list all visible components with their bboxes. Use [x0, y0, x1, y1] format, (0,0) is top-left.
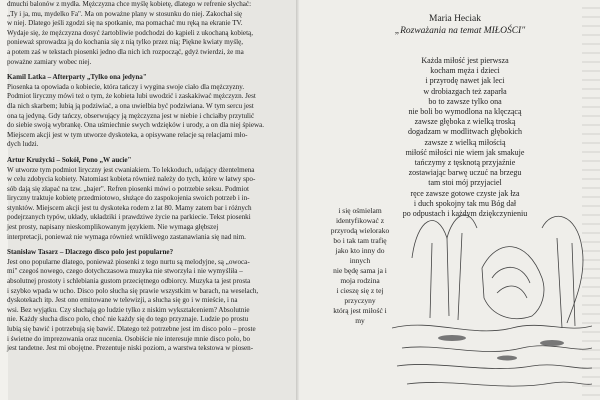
text-line: W utworze tym podmiot liryczny jest cwaniakiem. To lekkoduch, udający dżentelmena	[7, 165, 255, 174]
section-body	[7, 166, 292, 243]
text-line: podejrzanych typów, układy, układziki i prawdziwe życie na parkiecie. Tekst piosenki	[7, 213, 251, 222]
water-line	[407, 382, 592, 386]
tree-trunks-left	[430, 233, 462, 320]
poem-line: jako kto inny do	[335, 246, 385, 255]
text-line: sób dają się złapać na tzw. „bajer". Refren piosenki mówi o potrzebie seksu. Podmiot	[7, 184, 249, 193]
stone-shape	[497, 356, 517, 361]
poem-line: zawsze z wielką miłością	[424, 137, 506, 147]
poem-line: zawsze głęboka z wielką troską	[414, 117, 516, 127]
water-line	[397, 364, 592, 368]
text-line: ponieważ sprowadza ją do kochania się z nią tylko przez nią; Piękne kwiaty myślę,	[7, 38, 243, 47]
text-line: dyskotekach itp. Jest ono emitowane w telewizji, a słucha się go i w mieście, i na	[7, 296, 238, 305]
poem-line: kocham męża i dzieci	[430, 66, 500, 76]
poem-line: moja rodzina	[340, 276, 380, 285]
poem-side-stanza	[330, 206, 390, 326]
text-line: Jest ono popularne dlatego, ponieważ piosenki z tego nurtu są melodyjne, są „owoca-	[7, 257, 250, 266]
section-heading: Kamil Latka – Afterparty „Tylko ona jedyna"	[7, 73, 147, 82]
text-line: Podmiot liryczny mówi też o tym, że kobieta lubi uwodzić i zaskakiwać mężczyzn. Jest	[7, 92, 256, 101]
text-line: dmuchi balonów z mydła. Mężczyzna chce myślę kobietę, dlatego w refrenie słychać:	[7, 0, 252, 8]
text-line: „Ty i ja, mu, mydelko Fa". Ma on poważne plany w stosunku do niej. Zakochał się	[7, 9, 243, 18]
rock-detail	[492, 267, 530, 298]
poem-line: innych	[349, 256, 371, 265]
text-line: w celu zdobycia kobiety. Natomiast kobieta również należy do tych, które w łatwy spo-	[7, 175, 256, 184]
intro-paragraph	[7, 0, 292, 67]
poem-line: przyczyny	[344, 296, 376, 305]
tree-canopy-right	[542, 216, 583, 323]
poem-line: i się ośmielam	[338, 206, 382, 215]
text-line: lubią się bawić i potrzebują się bawić. Dlatego też potrzebne jest im disco polo – proste	[7, 325, 256, 333]
poem-stanza	[370, 56, 560, 219]
text-line: absolutnej prostoty i schlebiania gustom przeciętnego odbiorcy. Muzyka ta jest prosta	[7, 277, 251, 286]
tree-canopy-left	[412, 215, 477, 258]
text-line: wsi. Bez wyjątku. Czy słuchają go ludzie tylko z niskim wykształceniem? Absolutnie	[7, 305, 250, 314]
text-line: stynktów. Miejscem akcji jest tu dyskoteka rodem z lat 80. Mamy zatem bar i różnych	[7, 203, 252, 212]
text-line: dych ludzi.	[7, 140, 39, 149]
poem-line: bo i tak tam trafię	[333, 236, 387, 245]
poem-line: Każda miłość jest pierwsza	[421, 56, 509, 65]
poem-line: miłość miłości nie wiem jak smakuje	[405, 147, 525, 157]
poem-line: dogadzam w modlitwach głębokich	[408, 127, 522, 137]
poem-line: nie będę sama ja i	[333, 266, 387, 275]
poem-line: przyrodą wielorako	[330, 226, 390, 235]
poem-line: w drobiazgach też zaparła	[423, 86, 507, 96]
text-line: w niej. Dlatego jeśli zgodzi się na spotkanie, ma pomachać mu ręką na ekranie TV.	[7, 19, 243, 28]
poem-line: tańczymy z tęsknotą przyjaźnie	[414, 158, 516, 168]
section-body	[7, 83, 292, 150]
landscape-drawing	[392, 198, 592, 398]
text-line: a potem zaś w tekstach piosenki jedno dla nich ich rozpocząć, gdyż twierdzi, że ma	[7, 47, 244, 56]
text-line: Piosenka ta opowiada o kobiecie, która tańczy i wygina swoje ciało dla mężczyzny.	[7, 82, 245, 91]
poem-line: i duch spokojny tak mu Bóg dał	[413, 198, 517, 208]
poem-line: zostawiając barwę uczuć na brzegu	[408, 168, 522, 178]
poem-line: i przyrodę nawet jak leci	[425, 76, 505, 86]
text-line: jest tandetne. Jest mi obojętne. Prezentuje niski poziom, a warstwa tekstowa w piosen-	[7, 344, 254, 353]
poem-title: „Rozważania na temat MIŁOŚCI"	[394, 26, 526, 36]
poem-author: Maria Heciak	[429, 14, 481, 24]
water-line	[402, 346, 592, 352]
text-line: interpretacji, ponieważ nie wymaga również wnikliwego zastanawiania się nad nim.	[7, 232, 246, 241]
text-line: i świetne do imprezowania oraz nucenia. Osobiście nie interesuje mnie disco polo, bo	[7, 334, 251, 343]
stone-shape	[438, 335, 466, 341]
poem-line: po odpustach i każdym dziękczynieniu	[402, 209, 528, 219]
poem-line: i cieszę się z tej	[336, 286, 384, 295]
poem-line: bo to zawsze tylko ona	[428, 96, 502, 106]
rock-formation	[482, 247, 544, 319]
text-line: jest prosty, napisany nieskomplikowanym językiem. Nie wymaga głębszej	[7, 223, 219, 232]
text-line: do siebie swoją wybrankę. Ona uśmiechnie swych wdzięków i urody, a on dla niej śpiewa.	[7, 121, 265, 130]
poem-line: którą jest miłość i	[333, 306, 387, 315]
text-line: poważne zamiary wobec niej.	[7, 57, 92, 66]
section-heading: Stanisław Tasarz – Dlaczego disco polo jest popularne?	[7, 248, 174, 257]
poem-line: tam stoi mój przyjaciel	[428, 178, 502, 188]
text-line: ona tą jedyną. Gdy tańczy, obserwujący ją mężczyzna jest w niebie i chciałby przytulić	[7, 111, 255, 120]
text-line: dla nich skarbem; lubią ją podziwiać, a ona uwielbia być podziwiana. W tym sercu jest	[7, 101, 254, 110]
tree-trunks-right	[557, 238, 575, 328]
text-line: Wydaje się, że mężczyzna dosyć żartobliwie podchodzi do kąpieli z ukochaną kobietą,	[7, 28, 253, 37]
poem-line: ręce zawsze gotowe czyste jak łza	[410, 188, 520, 198]
stone-shape	[540, 340, 564, 346]
section-heading: Artur Kruźycki – Sokół, Pono „W aucie"	[7, 155, 132, 164]
poem-line: nie boli bo wymodlona na klęczącą	[408, 107, 522, 117]
section-body	[7, 258, 292, 354]
poem-line: identyfikować z	[335, 216, 385, 225]
text-line: nie. Każdy słucha disco polo, choć nie każdy się do tego przyznaje. Ludzie po prostu	[7, 315, 249, 324]
poem-line: my	[355, 316, 365, 325]
left-text-column	[7, 0, 292, 354]
text-line: i szybko wpada w ucho. Disco polo słucha się prawie wszystkim w barach, na weselach,	[7, 286, 259, 295]
text-line: Miejscem akcji jest w tym utworze dyskoteka, a opisywane relacje są relacjami mło-	[7, 130, 248, 139]
text-line: liryczny traktuje kobietę przedmiotowo, służące do zaspokojenia swoich potrzeb i in-	[7, 194, 250, 203]
text-line: mi" czegoś nowego, czego dotychczasowa muzyka nie stworzyła i nie wymyśliła –	[7, 267, 243, 276]
right-page	[300, 0, 600, 400]
